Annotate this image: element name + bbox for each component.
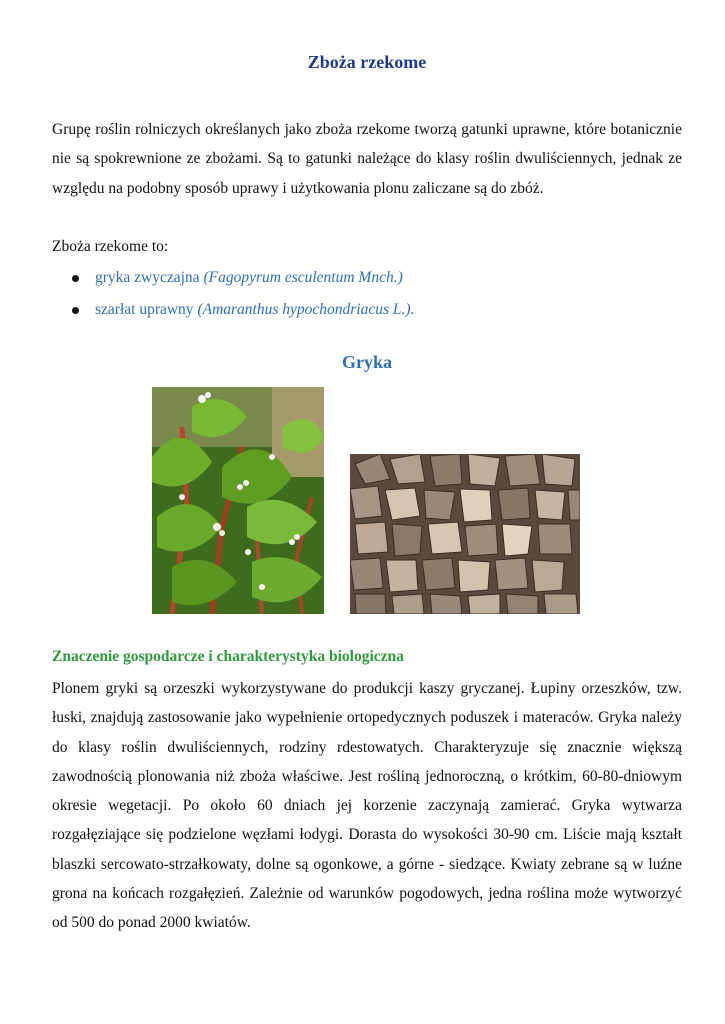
list-item xyxy=(52,294,682,326)
bullet-icon xyxy=(72,275,79,282)
bullet-icon xyxy=(72,307,79,314)
intro-paragraph: Grupę roślin rolniczych określanych jako zboża rzekome tworzą gatunki uprawne, które botanicznie nie są spokrewnione ze zbożami. Są to gatunki należące do klasy roślin dwuliściennych, jednak ze względu na podobny sposób uprawy i użytkowania plonu zaliczane są do zbóż. xyxy=(52,121,682,197)
list-item-name: gryka zwyczajna xyxy=(95,269,200,286)
pseudo-cereal-list xyxy=(52,262,682,326)
list-intro: Zboża rzekome to: xyxy=(52,238,169,255)
section-title: Gryka xyxy=(341,352,392,372)
page-title: Zboża rzekome xyxy=(307,52,427,72)
body-paragraph: Plonem gryki są orzeszki wykorzystywane do produkcji kaszy gryczanej. Łupiny orzeszków, tzw. łuski, znajdują zastosowanie jako wypełnienie ortopedycznych poduszek i materaców. Gryka należy do klasy roślin dwuliściennych, rodziny rdestowatych. Charakteryzuje się znacznie większą zawodnością plonowania niż zboża właściwe. Jest rośliną jednoroczną, o krótkim, 60-80-dniowym okresie wegetacji. Po około 60 dniach jej korzenie zaczynają zamierać. Gryka wytwarza rozgałęziające się podzielone węzłami łodygi. Dorasta do wysokości 30-90 cm. Liście mają kształt blaszki sercowato-strzałkowaty, dolne są ogonkowe, a górne - siedzące. Kwiaty zebrane są w luźne grona na końcach rozgałęzień. Zależnie od warunków pogodowych, jedna roślina może wytworzyć od 500 do ponad 2000 kwiatów. xyxy=(52,680,682,932)
list-item-name: szarłat uprawny xyxy=(95,301,194,318)
list-item-latin: (Fagopyrum esculentum Mnch.) xyxy=(203,269,403,286)
buckwheat-plant-photo xyxy=(152,387,324,614)
buckwheat-seeds-photo xyxy=(350,454,580,614)
list-item-latin: (Amaranthus hypochondriacus L.). xyxy=(197,301,415,318)
subsection-title: Znaczenie gospodarcze i charakterystyka biologiczna xyxy=(52,648,404,665)
list-item xyxy=(52,262,682,294)
